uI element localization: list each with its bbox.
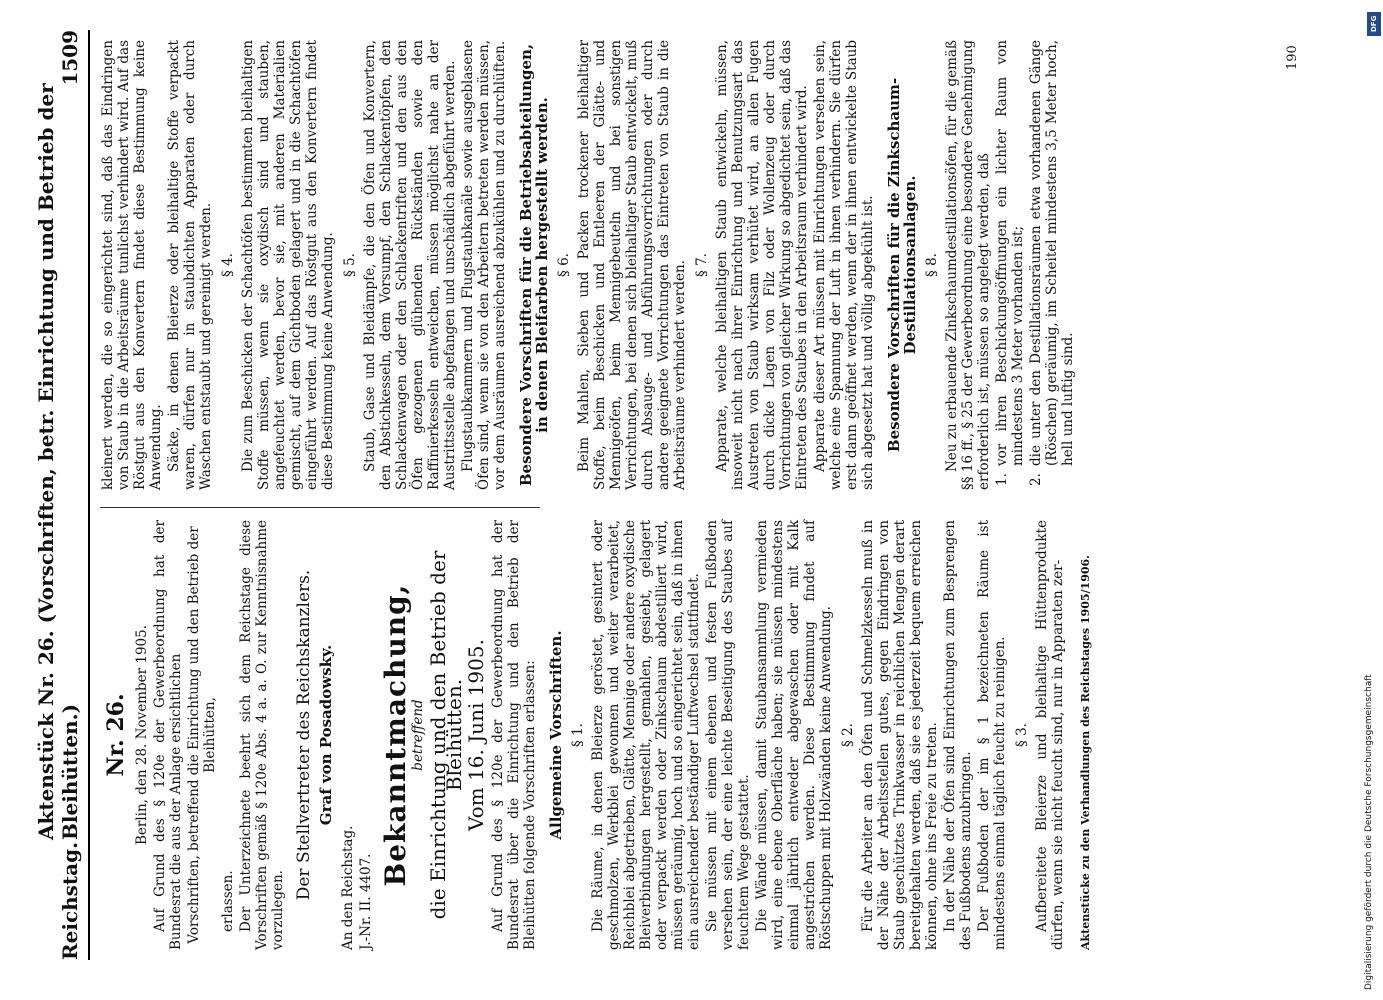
sheet-number: 190 [1285, 45, 1300, 70]
signer-name: Graf von Posadowsky. [317, 644, 335, 826]
section-3: § 3. [1014, 723, 1030, 747]
intro-paragraph: Auf Grund des § 120e der Gewerbeordnung hat der Bundesrat die aus der Anlage ersichtlichen [152, 520, 184, 950]
section-7-p1: Apparate, welche bleihaltigen Staub entwickeln, müssen, insoweit nicht nach ihrer Einrichtung und Benutzungsart das Austreten von Staub wirksam verhütet wird, an allen Fugen durch dicke Lagen von Filz oder Wollenzeug oder durch Vorrichtungen von gleicher Wirkung so abgedichtet sein, daß das Eintreten des Staubes in den Arbeitsraum verhindert wird. [714, 40, 810, 490]
section-2: § 2. [840, 723, 856, 747]
section-4-p1: Die zum Beschicken der Schachtöfen bestimmten bleihaltigen Stoffe müssen, wenn sie oxydisch sind und stauben, angefeuchtet werden, bevor sie, mit anderen Materialien gemischt, auf dem Gichtboden gelagert und in die Schachtöfen eingeführt werden. Auf das Röstgut aus den Konvertern findet diese Bestimmung keine Anwendung. [240, 40, 336, 490]
section-7: § 7. [694, 253, 710, 277]
list-item [1028, 40, 1076, 490]
section-1-p2: Sie müssen mit einem ebenen und festen Fußboden versehen sein, der eine leichte Beseitigung des Staubes auf feuchtem Wege gestattet. [704, 520, 752, 950]
signer-title: Der Stellvertreter des Reichskanzlers. [294, 569, 314, 901]
section-8-p1: Neu zu erbauende Zinkschaumdestillationsöfen, für die gemäß §§ 16 ff., § 25 der Gewerbeordnung eine besondere Genehmigung erforderlich ist, müssen so angelegt werden, daß [944, 40, 992, 490]
section-5-p1: Staub, Gase und Bleidämpfe, die den Öfen und Konvertern, den Abstichkesseln, dem Vorsumpf, den Schlackentöpfen, den Schlackenwagen oder den Schlackentriften und den aus den Öfen gezogenen glühenden Rückständen sowie den Raffinierkesseln entweichen, müssen möglichst nahe an der Austrittsstelle abgefangen und unschädlich abgeführt werden. [362, 40, 458, 490]
section-8: § 8. [924, 253, 940, 277]
section-3-cont: kleinert werden, die so eingerichtet sind, daß das Eindringen von Staub in die Arbeitsräume tunlichst verhindert wird. Auf das Röstgut aus den Konvertern findet diese Bestimmung keine Anwendung. [100, 40, 164, 490]
section-6: § 6. [556, 253, 572, 277]
header-left: Reichstag. [58, 841, 82, 960]
document-number: Nr. 26. [103, 693, 129, 777]
column-divider [100, 507, 540, 508]
list-number: 1. [994, 473, 1010, 486]
dateline: Berlin, den 28. November 1905. [134, 624, 150, 846]
running-header [34, 30, 90, 960]
list-number: 2. [1028, 473, 1044, 486]
header-page-number: 1509 [58, 30, 82, 86]
addressee: An den Reichstag. [340, 825, 356, 950]
section-2-p3: Der Fußboden der im § 1 bezeichneten Räume ist mindestens einmal täglich feucht zu reinigen. [976, 520, 1008, 950]
header-center: Aktenstück Nr. 26. (Vorschriften, betr. Einrichtung und Betrieb der Bleihütten.) [34, 83, 82, 840]
section-3-p2: Säcke, in denen Bleierze oder bleihaltige Stoffe verpackt waren, dürfen nur in staubdichten Apparaten oder durch Waschen entstaubt und gereinigt werden. [166, 40, 214, 490]
section-2-p1: Für die Arbeiter an den Öfen und Schmelzkesseln muß in der Nähe der Arbeitsstellen gutes, gegen Eindringen von Staub geschütztes Trinkwasser in reichlichen Mengen derart bereitgehalten werden, daß sie es jederzeit bequem erreichen können, ohne ins Freie zu treten. [860, 520, 940, 950]
intro-end: erlassen. [220, 870, 236, 932]
section-2-p2: In der Nähe der Öfen sind Einrichtungen zum Besprengen des Fußbodens anzubringen. [942, 520, 974, 950]
list-item [994, 40, 1026, 490]
announcement-betreffend: betreffend [410, 699, 426, 771]
dfg-logo: DFG [1367, 12, 1381, 36]
section-7-p2: Apparate dieser Art müssen mit Einrichtungen versehen sein, welche eine Spannung der Luft in ihnen verhindern. Sie dürfen erst dann geöffnet werden, wenn der in ihnen entwickelte Staub sich abgesetzt hat und völlig abgekühlt ist. [812, 40, 876, 490]
announcement-intro: Auf Grund des § 120e der Gewerbeordnung hat der Bundesrat über die Einrichtung und den Betrieb der Bleihütten folgende Vorschriften erlassen: [490, 520, 538, 950]
footer-note: Aktenstücke zu den Verhandlungen des Reichstages 1905/1906. [1079, 555, 1092, 950]
journal-number: J.-Nr. II. 4407. [358, 853, 374, 950]
heading-zinc-foam: Besondere Vorschriften für die Zinkschaum-Destillationsanlagen. [885, 77, 919, 453]
section-1-p3: Die Wände müssen, damit Staubansammlung vermieden wird, eine ebene Oberfläche haben; sie müssen mindestens einmal jährlich entweder abgewaschen oder mit Kalk angestrichen werden. Diese Bestimmung findet auf Röstschuppen mit Holzwänden keine Anwendung. [754, 520, 834, 950]
right-column [100, 40, 1078, 490]
heading-lead-colors: Besondere Vorschriften für die Betriebsabteilungen, in denen Bleifarben hergestellt werden. [517, 43, 551, 487]
section-4: § 4. [220, 253, 236, 277]
submission-paragraph: Der Unterzeichnete beehrt sich dem Reichstage diese Vorschriften gemäß § 120e Abs. 4 a. a. O. zur Kenntnisnahme vorzulegen. [238, 520, 286, 950]
section-3-p1: Aufbereitete Bleierze und bleihaltige Hüttenprodukte dürfen, wenn sie nicht feucht sind, nur in Apparaten zer- [1034, 520, 1066, 950]
list-text: die unter den Destillationsräumen etwa vorhandenen Gänge (Röschen) geräumig, im Scheitel mindestens 3,5 Meter hoch, hell und luftig sind. [1028, 40, 1076, 466]
heading-general: Allgemeine Vorschriften. [547, 630, 565, 840]
section-5-p2: Flugstaubkammern und Flugstaubkanäle sowie ausgeblasene Öfen sind, wenn sie von den Arbeitern betreten werden müssen, vor dem Ausräumen ausreichend abzukühlen und zu durchlüften. [460, 40, 508, 490]
section-1-p1: Die Räume, in denen Bleierze geröstet, gesintert oder geschmolzen, Werkblei gewonnen und weiter verarbeitet, Reichblei abgetrieben, Glätte, Mennige oder andere oxydische Bleiverbindungen hergestellt, gemahlen, gesiebt, gelagert oder verpackt werden oder Zinkschaum abdestilliert wird, müssen geräumig, hoch und so eingerichtet sein, daß in ihnen ein ausreichender beständiger Luftwechsel stattfindet. [590, 520, 702, 950]
announcement-date: Vom 16. Juni 1905. [464, 639, 488, 831]
section-5: § 5. [342, 253, 358, 277]
announcement-subject: die Einrichtung und den Betrieb der Bleihütten. [426, 550, 466, 920]
list-text: vor ihren Beschickungsöffnungen ein lichter Raum von mindestens 3 Meter vorhanden ist; [994, 40, 1026, 466]
left-column [100, 520, 1092, 950]
digitization-credit: Digitalisierung gefördert durch die Deutsche Forschungsgemeinschaft [1364, 674, 1374, 990]
announcement-title: Bekanntmachung, [379, 583, 412, 887]
intro-title: Vorschriften, betreffend die Einrichtung und den Betrieb der Bleihütten, [186, 526, 218, 944]
section-6-p1: Beim Mahlen, Sieben und Packen trockener bleihaltiger Stoffe, beim Beschicken und Entleeren der Glätte- und Mennigeöfen, beim Mennigebeuteln und bei sonstigen Verrichtungen, bei denen sich bleihaltiger Staub entwickelt, muß durch Absauge- und Abführungsvorrichtungen oder durch andere geeignete Vorrichtungen das Eintreten von Staub in die Arbeitsräume verhindert werden. [576, 40, 688, 490]
section-1: § 1. [570, 723, 586, 747]
